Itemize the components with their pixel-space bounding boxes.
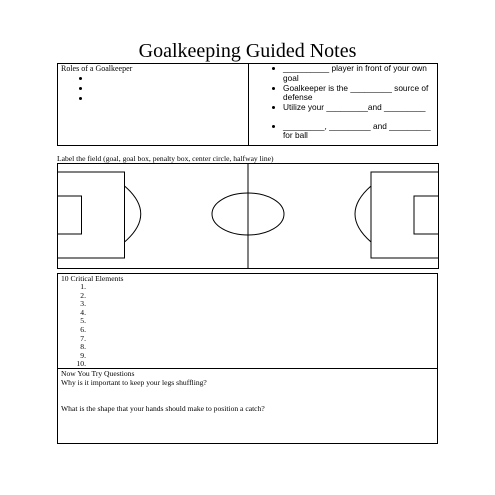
page-title: Goalkeeping Guided Notes bbox=[138, 40, 357, 62]
list-item: 10. bbox=[76, 359, 86, 369]
critical-elements-heading: 10 Critical Elements bbox=[61, 274, 124, 283]
bullet-icon bbox=[79, 77, 82, 80]
list-item bbox=[262, 122, 434, 141]
penalty-box-right bbox=[371, 172, 439, 258]
bullet-icon bbox=[272, 87, 275, 90]
list-item: 2. bbox=[80, 290, 86, 300]
roles-right-cell bbox=[262, 64, 434, 141]
bullet-icon bbox=[272, 125, 275, 128]
question-2: What is the shape that your hands should make to position a catch? bbox=[61, 404, 265, 413]
goal-box-left bbox=[58, 196, 82, 234]
list-item: 1. bbox=[80, 282, 86, 291]
question-1: Why is it important to keep your legs shuffling? bbox=[61, 378, 207, 387]
list-item: 9. bbox=[80, 350, 86, 360]
fill-in-text: _________, _________ and _________ for ball bbox=[283, 120, 431, 140]
questions-heading: Now You Try Questions bbox=[61, 369, 135, 378]
list-item: 4. bbox=[80, 307, 86, 317]
bullet-icon bbox=[79, 87, 82, 90]
list-item bbox=[262, 64, 434, 83]
penalty-box-left bbox=[58, 172, 125, 258]
goal-box-right bbox=[414, 196, 439, 234]
fill-in-text: __________ player in front of your own goal bbox=[283, 63, 427, 83]
list-item: 7. bbox=[80, 333, 86, 343]
penalty-arc-left bbox=[125, 186, 141, 242]
roles-left-cell bbox=[61, 64, 241, 104]
list-item: 6. bbox=[80, 324, 86, 334]
list-item: 3. bbox=[80, 299, 86, 309]
roles-blank-list bbox=[61, 74, 241, 104]
fill-in-text: Utilize your _________and _________ bbox=[283, 102, 426, 112]
list-item: 5. bbox=[80, 316, 86, 326]
penalty-arc-right bbox=[355, 186, 371, 242]
list-item bbox=[262, 84, 434, 103]
list-item bbox=[79, 74, 241, 84]
roles-heading: Roles of a Goalkeeper bbox=[61, 64, 133, 73]
field-instructions: Label the field (goal, goal box, penalty box, center circle, halfway line) bbox=[57, 154, 274, 163]
list-item bbox=[79, 94, 241, 104]
bullet-icon bbox=[79, 97, 82, 100]
list-item bbox=[262, 103, 434, 113]
soccer-field-diagram bbox=[57, 163, 439, 269]
list-item bbox=[79, 84, 241, 94]
critical-elements-list bbox=[62, 283, 122, 369]
roles-column-divider bbox=[248, 63, 249, 146]
bullet-icon bbox=[272, 67, 275, 70]
bullet-icon bbox=[272, 106, 275, 109]
list-item: 8. bbox=[80, 342, 86, 352]
fill-in-text: Goalkeeper is the _________ source of defense bbox=[283, 82, 429, 102]
